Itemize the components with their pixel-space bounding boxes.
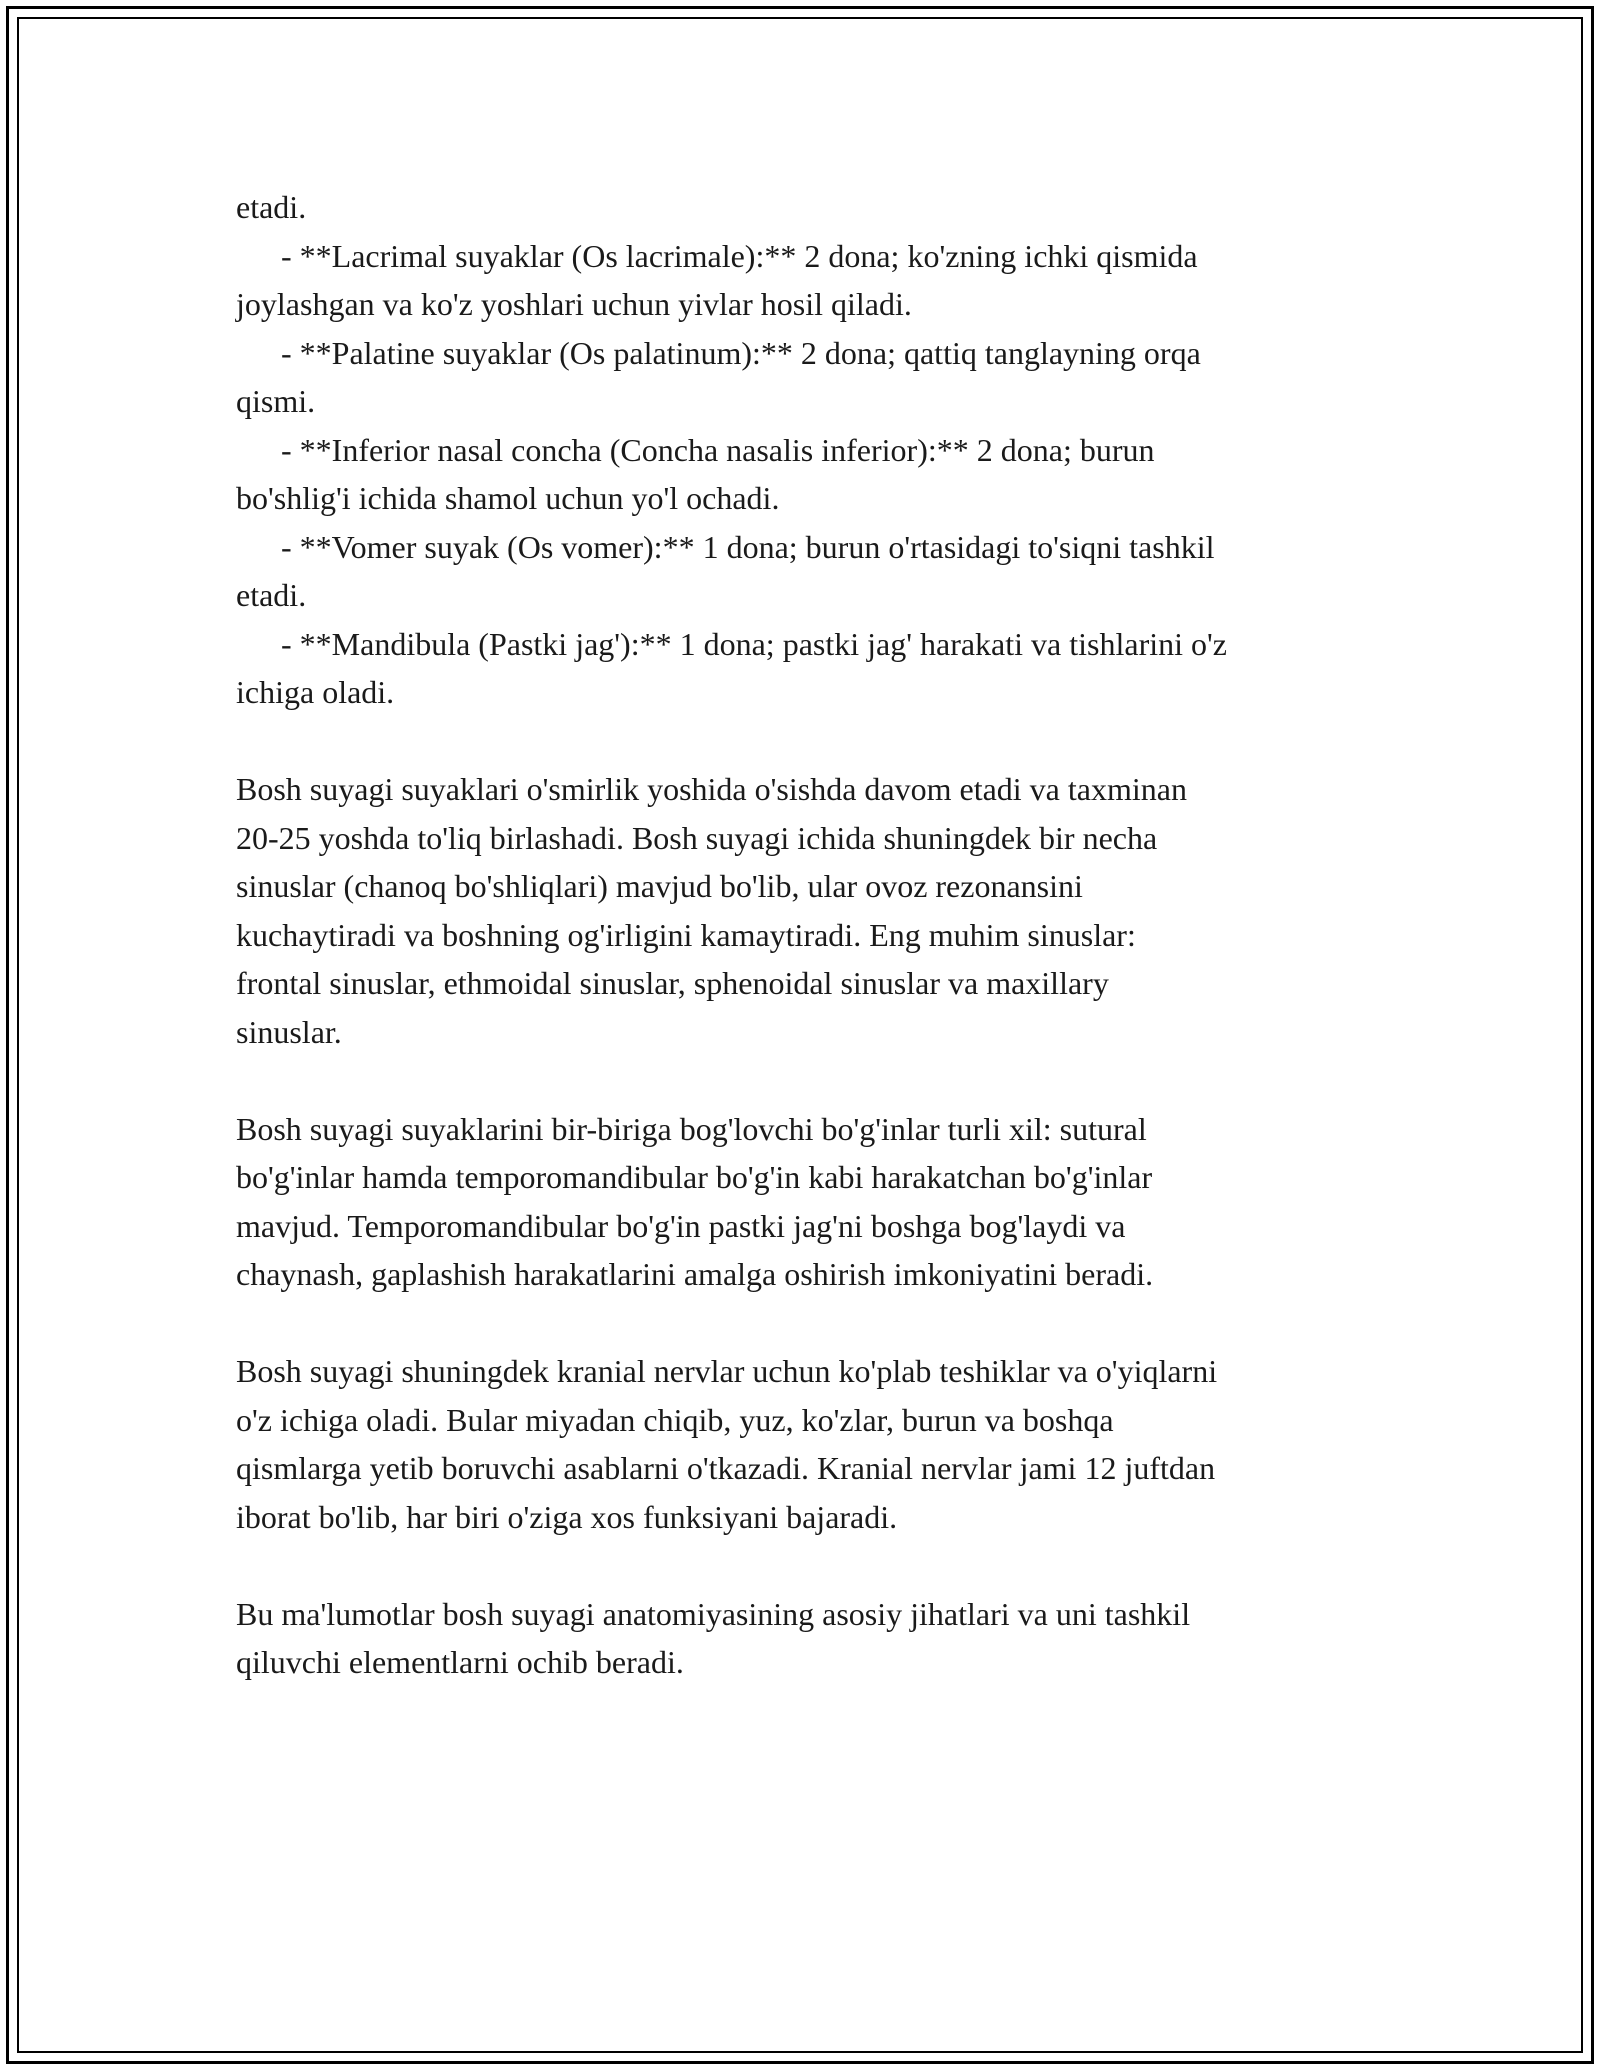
list-item-line: - **Inferior nasal concha (Concha nasalis inferior):** 2 dona; burun <box>281 431 1155 468</box>
document-body <box>236 183 1376 1687</box>
list-item-line: ichiga oladi. <box>236 674 395 710</box>
paragraph-line: frontal sinuslar, ethmoidal sinuslar, sphenoidal sinuslar va maxillary <box>236 965 1109 1001</box>
paragraph-line: Bu ma'lumotlar bosh suyagi anatomiyasining asosiy jihatlari va uni tashkil <box>236 1595 1191 1632</box>
paragraph-line: o'z ichiga oladi. Bular miyadan chiqib, yuz, ko'zlar, burun va boshqa <box>236 1401 1114 1438</box>
list-item-line: - **Palatine suyaklar (Os palatinum):** 2 dona; qattiq tanglayning orqa <box>281 334 1201 371</box>
list-item-line: etadi. <box>236 577 307 613</box>
list-item-palatine <box>236 329 1376 426</box>
paragraph-line: qismlarga yetib boruvchi asablarni o'tkazadi. Kranial nervlar jami 12 juftdan <box>236 1450 1216 1486</box>
paragraph-sinuses <box>236 765 1376 1056</box>
paragraph-line: bo'g'inlar hamda temporomandibular bo'g'in kabi harakatchan bo'g'inlar <box>236 1159 1153 1195</box>
list-continuation: etadi. <box>236 189 307 225</box>
paragraph-joints <box>236 1105 1376 1299</box>
paragraph-spacer <box>236 717 1376 766</box>
paragraph-line: sinuslar. <box>236 1013 342 1050</box>
list-item-line: - **Vomer suyak (Os vomer):** 1 dona; burun o'rtasidagi to'siqni tashkil <box>281 528 1215 565</box>
list-item-line: - **Mandibula (Pastki jag'):** 1 dona; pastki jag' harakati va tishlarini o'z <box>281 625 1227 662</box>
paragraph-line: 20-25 yoshda to'liq birlashadi. Bosh suyagi ichida shuningdek bir necha <box>236 819 1158 856</box>
list-item-vomer <box>236 523 1376 620</box>
paragraph-cranial-nerves <box>236 1347 1376 1541</box>
paragraph-line: chaynash, gaplashish harakatlarini amalga oshirish imkoniyatini beradi. <box>236 1256 1154 1292</box>
paragraph-spacer <box>236 1056 1376 1105</box>
paragraph-spacer <box>236 1541 1376 1590</box>
paragraph-line: iborat bo'lib, har biri o'ziga xos funksiyani bajaradi. <box>236 1498 898 1535</box>
paragraph-line: Bosh suyagi suyaklari o'smirlik yoshida o'sishda davom etadi va taxminan <box>236 771 1187 807</box>
list-item-lacrimal <box>236 232 1376 329</box>
paragraph-line: Bosh suyagi suyaklarini bir-biriga bog'lovchi bo'g'inlar turli xil: sutural <box>236 1110 1147 1147</box>
list-item-line: - **Lacrimal suyaklar (Os lacrimale):** 2 dona; ko'zning ichki qismida <box>281 237 1198 274</box>
paragraph-line: mavjud. Temporomandibular bo'g'in pastki jag'ni boshga bog'laydi va <box>236 1207 1126 1244</box>
paragraph-line: kuchaytiradi va boshning og'irligini kamaytiradi. Eng muhim sinuslar: <box>236 916 1136 953</box>
paragraph-line: qiluvchi elementlarni ochib beradi. <box>236 1644 684 1680</box>
list-item-line: joylashgan va ko'z yoshlari uchun yivlar hosil qiladi. <box>236 286 912 322</box>
paragraph-line: Bosh suyagi shuningdek kranial nervlar uchun ko'plab teshiklar va o'yiqlarni <box>236 1353 1218 1389</box>
paragraph-line: sinuslar (chanoq bo'shliqlari) mavjud bo'lib, ular ovoz rezonansini <box>236 868 1083 904</box>
list-item-mandibula <box>236 620 1376 717</box>
list-item-line: bo'shlig'i ichida shamol uchun yo'l ochadi. <box>236 480 780 516</box>
bone-list <box>236 183 1376 717</box>
list-item-line: qismi. <box>236 383 316 419</box>
paragraph-conclusion <box>236 1590 1376 1687</box>
list-item-inferior-nasal-concha <box>236 426 1376 523</box>
paragraph-spacer <box>236 1299 1376 1348</box>
